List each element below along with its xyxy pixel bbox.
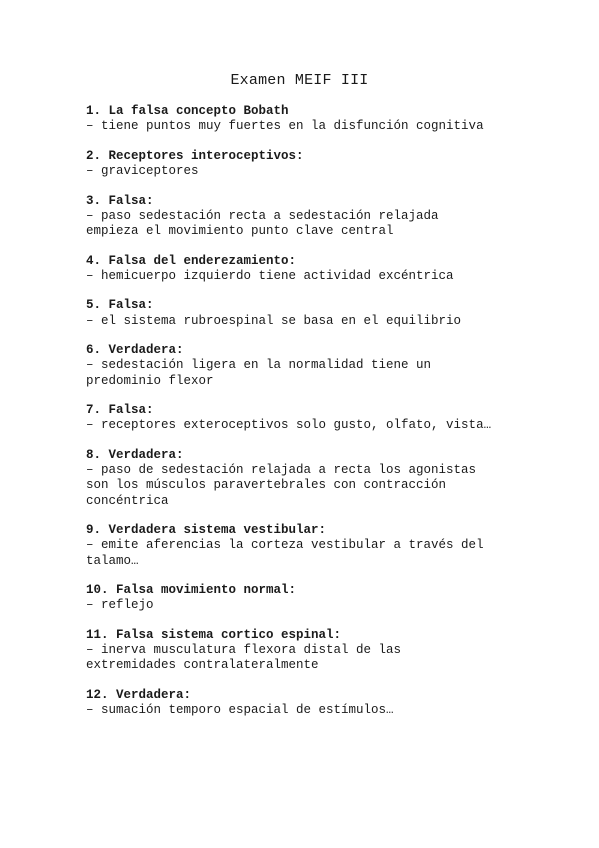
item-heading: 12. Verdadera: (86, 687, 192, 702)
answer-list (86, 104, 526, 733)
item-answer: – el sistema rubroespinal se basa en el equilibrio (86, 313, 462, 328)
answer-item-3 (86, 194, 526, 240)
answer-item-7 (86, 403, 526, 433)
item-answer: – paso de sedestación relajada a recta los agonistas son los músculos paravertebrales con contracción concéntrica (86, 463, 477, 508)
answer-item-2 (86, 149, 526, 179)
answer-item-10 (86, 583, 526, 613)
item-answer: – paso sedestación recta a sedestación relajada empieza el movimiento punto clave central (86, 208, 439, 238)
item-heading: 11. Falsa sistema cortico espinal: (86, 627, 342, 642)
item-heading: 7. Falsa: (86, 403, 154, 418)
item-heading: 4. Falsa del enderezamiento: (86, 253, 297, 268)
answer-item-11 (86, 628, 526, 674)
item-answer: – graviceptores (86, 164, 199, 178)
item-answer: – reflejo (86, 598, 154, 613)
item-answer: – hemicuerpo izquierdo tiene actividad excéntrica (86, 268, 454, 283)
item-answer: – inerva musculatura flexora distal de las extremidades contralateralmente (86, 643, 402, 673)
answer-item-9 (86, 523, 526, 569)
item-answer: – tiene puntos muy fuertes en la disfunción cognitiva (86, 119, 484, 134)
answer-item-1 (86, 104, 526, 134)
answer-item-8 (86, 448, 526, 509)
item-answer: – emite aferencias la corteza vestibular a través del talamo… (86, 538, 484, 568)
item-answer: – sedestación ligera en la normalidad tiene un predominio flexor (86, 358, 432, 388)
item-heading: 1. La falsa concepto Bobath (86, 104, 289, 118)
answer-item-5 (86, 298, 526, 328)
document-title: Examen MEIF III (230, 72, 369, 89)
item-heading: 9. Verdadera sistema vestibular: (86, 523, 327, 538)
item-answer: – sumación temporo espacial de estímulos… (86, 703, 394, 718)
item-heading: 6. Verdadera: (86, 343, 184, 358)
item-heading: 3. Falsa: (86, 193, 154, 208)
answer-item-12 (86, 688, 526, 718)
item-heading: 5. Falsa: (86, 298, 154, 313)
item-heading: 2. Receptores interoceptivos: (86, 148, 304, 163)
item-heading: 8. Verdadera: (86, 447, 184, 462)
item-answer: – receptores exteroceptivos solo gusto, olfato, vista… (86, 418, 492, 433)
answer-item-6 (86, 343, 526, 389)
item-heading: 10. Falsa movimiento normal: (86, 583, 297, 598)
answer-item-4 (86, 254, 526, 284)
